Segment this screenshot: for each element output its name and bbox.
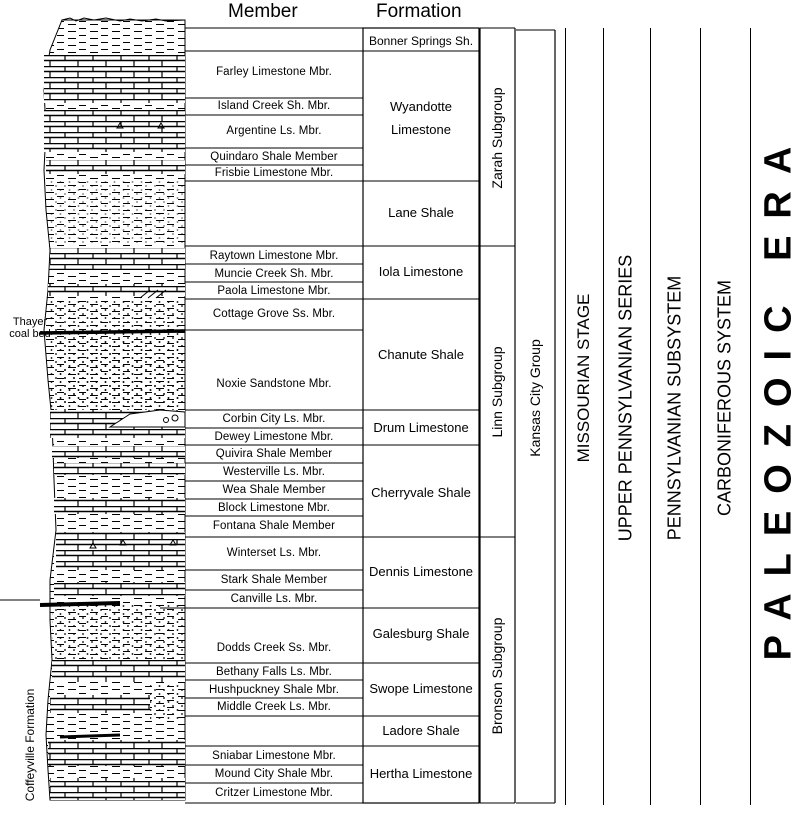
- member-label: Bethany Falls Ls. Mbr.: [216, 666, 332, 678]
- member-label: Cottage Grove Ss. Mbr.: [212, 308, 336, 320]
- member-header: Member: [228, 1, 298, 22]
- formation-label: Cherryvale Shale: [371, 485, 471, 500]
- subgroup-label: Zarah Subgroup: [489, 87, 505, 189]
- system-rule: [700, 28, 701, 805]
- member-label: Canville Ls. Mbr.: [230, 593, 318, 605]
- member-label: Fontana Shale Member: [212, 520, 336, 532]
- member-label: Argentine Ls. Mbr.: [226, 125, 322, 137]
- system-label: CARBONIFEROUS SYSTEM: [714, 279, 735, 517]
- member-label: Wea Shale Member: [222, 484, 326, 496]
- member-label: Westerville Ls. Mbr.: [222, 466, 326, 478]
- member-label: Raytown Limestone Mbr.: [209, 250, 339, 262]
- member-label: Island Creek Sh. Mbr.: [217, 100, 331, 112]
- formation-label: Hertha Limestone: [369, 766, 473, 781]
- member-label: Stark Shale Member: [220, 574, 328, 586]
- era-label: PALEOZOIC ERA: [757, 129, 800, 661]
- member-label: Quindaro Shale Member: [210, 151, 338, 163]
- member-label: Farley Limestone Mbr.: [216, 66, 332, 78]
- stage-rule: [565, 28, 566, 805]
- group-label: Kansas City Group: [527, 339, 543, 457]
- member-label: Critzer Limestone Mbr.: [215, 787, 333, 799]
- thayer-coal-label: [8, 316, 52, 340]
- member-label: Corbin City Ls. Mbr.: [222, 413, 326, 425]
- member-label: Block Limestone Mbr.: [218, 502, 330, 514]
- era-rule: [750, 28, 751, 805]
- formation-label: Dennis Limestone: [368, 564, 474, 579]
- subsystem-label: PENNSYLVANIAN SUBSYSTEM: [664, 275, 685, 541]
- thayer-label-line1: Thayer: [12, 316, 48, 328]
- series-rule: [603, 28, 604, 805]
- thayer-label-line2: coal bed: [9, 328, 51, 340]
- member-label: Muncie Creek Sh. Mbr.: [214, 268, 334, 280]
- formation-label: Wyandotte: [389, 99, 453, 114]
- member-label: Sniabar Limestone Mbr.: [212, 750, 336, 762]
- member-label: Middle Creek Ls. Mbr.: [217, 701, 331, 713]
- formation-label: Limestone: [391, 122, 451, 137]
- coffeyville-label: Coffeyville Formation: [23, 688, 37, 802]
- formation-label: Iola Limestone: [378, 264, 464, 279]
- subsystem-rule: [650, 28, 651, 805]
- formation-header: Formation: [376, 1, 462, 22]
- formation-label: Swope Limestone: [369, 681, 473, 696]
- member-label: Quivira Shale Member: [215, 448, 333, 460]
- stage-label: MISSOURIAN STAGE: [574, 293, 593, 463]
- formation-label: Galesburg Shale: [372, 626, 470, 641]
- member-label: Paola Limestone Mbr.: [217, 285, 331, 297]
- member-label: Mound City Shale Mbr.: [214, 768, 334, 780]
- series-label: UPPER PENNSYLVANIAN SERIES: [615, 254, 636, 542]
- formation-label: Drum Limestone: [373, 420, 469, 435]
- formation-label: Lane Shale: [388, 205, 454, 220]
- member-label: Frisbie Limestone Mbr.: [214, 167, 334, 179]
- formation-label: Ladore Shale: [382, 723, 460, 738]
- formation-label: Chanute Shale: [377, 347, 464, 362]
- formation-label: Bonner Springs Sh.: [368, 34, 474, 48]
- member-label: Noxie Sandstone Mbr.: [216, 378, 332, 390]
- subgroup-label: Bronson Subgroup: [489, 617, 505, 735]
- member-label: Hushpuckney Shale Mbr.: [208, 684, 340, 696]
- member-label: Dewey Limestone Mbr.: [214, 431, 334, 443]
- member-label: Dodds Creek Ss. Mbr.: [216, 642, 332, 654]
- subgroup-label: Linn Subgroup: [489, 346, 505, 438]
- member-label: Winterset Ls. Mbr.: [226, 547, 322, 559]
